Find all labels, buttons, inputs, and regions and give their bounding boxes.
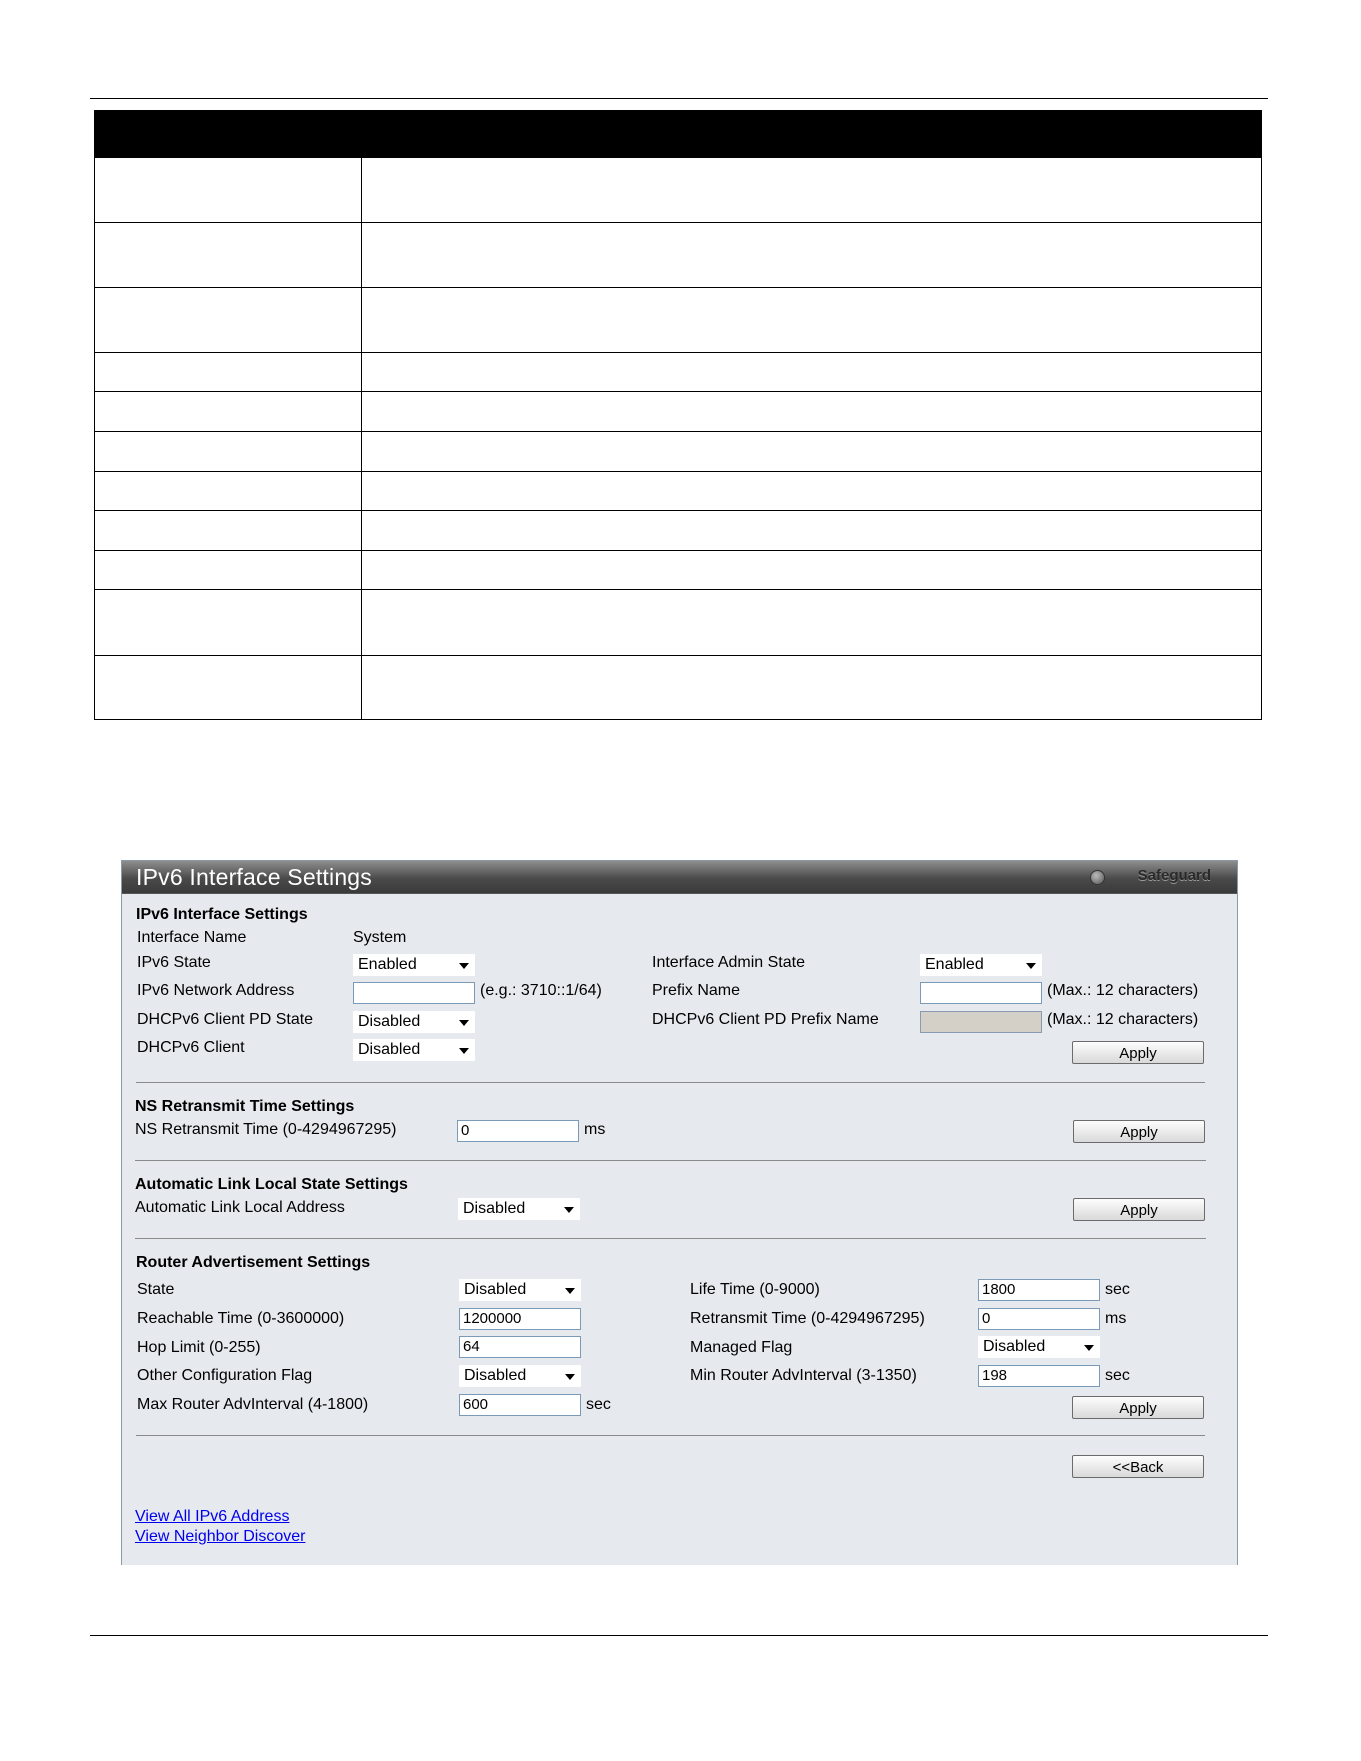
managed-flag-select[interactable] xyxy=(978,1336,1100,1358)
ipv6-state-label: IPv6 State xyxy=(137,954,211,971)
admin-state-label: Interface Admin State xyxy=(652,954,805,971)
header-rule xyxy=(90,98,1268,99)
max-adv-interval-unit: sec xyxy=(586,1396,611,1413)
prefix-name-input[interactable] xyxy=(920,982,1042,1004)
retransmit-time-input[interactable]: 0 xyxy=(978,1308,1100,1330)
section-divider xyxy=(136,1082,1205,1083)
back-button[interactable]: <<Back xyxy=(1072,1455,1204,1478)
life-time-label: Life Time (0-9000) xyxy=(690,1281,820,1298)
reachable-time-input[interactable]: 1200000 xyxy=(459,1308,581,1330)
prefix-name-hint: (Max.: 12 characters) xyxy=(1047,982,1199,999)
table-row xyxy=(95,223,1262,288)
panel-title: IPv6 Interface Settings xyxy=(136,864,373,890)
section-title-ns-retransmit: NS Retransmit Time Settings xyxy=(135,1098,355,1115)
ra-state-label: State xyxy=(137,1281,175,1298)
other-config-flag-value: Disabled xyxy=(464,1367,527,1384)
ns-retransmit-input[interactable]: 0 xyxy=(457,1120,579,1142)
table-row xyxy=(95,353,1262,392)
network-address-input[interactable] xyxy=(353,982,475,1004)
chevron-down-icon xyxy=(1084,1345,1094,1351)
apply-button-link-local[interactable]: Apply xyxy=(1073,1198,1205,1221)
hop-limit-label: Hop Limit (0-255) xyxy=(137,1339,261,1356)
managed-flag-value: Disabled xyxy=(983,1338,1046,1355)
table-row xyxy=(95,392,1262,432)
managed-flag-label: Managed Flag xyxy=(690,1339,793,1356)
life-time-unit: sec xyxy=(1105,1281,1130,1298)
section-divider xyxy=(135,1160,1206,1161)
section-divider xyxy=(135,1238,1206,1239)
table-row xyxy=(95,288,1262,353)
link-local-value: Disabled xyxy=(463,1200,526,1217)
table-row xyxy=(95,551,1262,590)
link-local-label: Automatic Link Local Address xyxy=(135,1199,345,1216)
ns-retransmit-unit: ms xyxy=(584,1121,606,1138)
dhcp-client-label: DHCPv6 Client xyxy=(137,1039,245,1056)
chevron-down-icon xyxy=(565,1288,575,1294)
ipv6-interface-settings-panel xyxy=(121,860,1238,1565)
pd-state-value: Disabled xyxy=(358,1013,421,1030)
min-adv-interval-unit: sec xyxy=(1105,1367,1130,1384)
hop-limit-input[interactable]: 64 xyxy=(459,1336,581,1358)
pd-prefix-name-label: DHCPv6 Client PD Prefix Name xyxy=(652,1011,879,1028)
chevron-down-icon xyxy=(459,963,469,969)
max-adv-interval-input[interactable]: 600 xyxy=(459,1394,581,1416)
section-title-router-adv: Router Advertisement Settings xyxy=(136,1254,371,1271)
other-config-flag-label: Other Configuration Flag xyxy=(137,1367,313,1384)
network-address-label: IPv6 Network Address xyxy=(137,982,295,999)
ra-state-select[interactable] xyxy=(459,1279,581,1301)
ipv6-state-value: Enabled xyxy=(358,956,417,973)
footer-rule xyxy=(90,1635,1268,1636)
table-row xyxy=(95,158,1262,223)
safeguard-label: Safeguard xyxy=(1137,867,1211,884)
table-header-row xyxy=(95,111,1262,158)
view-neighbor-discover-link[interactable]: View Neighbor Discover xyxy=(135,1528,306,1545)
other-config-flag-select[interactable] xyxy=(459,1365,581,1387)
interface-name-label: Interface Name xyxy=(137,929,247,946)
life-time-input[interactable]: 1800 xyxy=(978,1279,1100,1301)
apply-button-ns-retransmit[interactable]: Apply xyxy=(1073,1120,1205,1143)
ipv6-state-select[interactable] xyxy=(353,954,475,976)
apply-button-router-adv[interactable]: Apply xyxy=(1072,1396,1204,1419)
safeguard-indicator-icon xyxy=(1090,870,1105,885)
min-adv-interval-label: Min Router AdvInterval (3-1350) xyxy=(690,1367,917,1384)
retransmit-time-unit: ms xyxy=(1105,1310,1127,1327)
network-address-hint: (e.g.: 3710::1/64) xyxy=(480,982,602,999)
ns-retransmit-label: NS Retransmit Time (0-4294967295) xyxy=(135,1121,397,1138)
parameter-table xyxy=(94,110,1262,720)
link-local-select[interactable] xyxy=(458,1198,580,1220)
dhcp-client-value: Disabled xyxy=(358,1041,421,1058)
chevron-down-icon xyxy=(459,1020,469,1026)
pd-prefix-name-hint: (Max.: 12 characters) xyxy=(1047,1011,1199,1028)
admin-state-value: Enabled xyxy=(925,956,984,973)
pd-state-select[interactable] xyxy=(353,1011,475,1033)
apply-button-ipv6-interface[interactable]: Apply xyxy=(1072,1041,1204,1064)
table-row xyxy=(95,472,1262,511)
chevron-down-icon xyxy=(459,1048,469,1054)
min-adv-interval-input[interactable]: 198 xyxy=(978,1365,1100,1387)
max-adv-interval-label: Max Router AdvInterval (4-1800) xyxy=(137,1396,369,1413)
pd-prefix-name-input[interactable] xyxy=(920,1011,1042,1033)
chevron-down-icon xyxy=(565,1374,575,1380)
pd-state-label: DHCPv6 Client PD State xyxy=(137,1011,314,1028)
admin-state-select[interactable] xyxy=(920,954,1042,976)
view-all-ipv6-address-link[interactable]: View All IPv6 Address xyxy=(135,1508,290,1525)
interface-name-value: System xyxy=(353,929,407,946)
panel-title-bar xyxy=(122,861,1237,894)
chevron-down-icon xyxy=(1026,963,1036,969)
section-title-link-local: Automatic Link Local State Settings xyxy=(135,1176,408,1193)
retransmit-time-label: Retransmit Time (0-4294967295) xyxy=(690,1310,925,1327)
table-row xyxy=(95,511,1262,551)
prefix-name-label: Prefix Name xyxy=(652,982,741,999)
dhcp-client-select[interactable] xyxy=(353,1039,475,1061)
chevron-down-icon xyxy=(564,1207,574,1213)
table-row xyxy=(95,590,1262,656)
section-title-ipv6-interface: IPv6 Interface Settings xyxy=(136,906,308,923)
reachable-time-label: Reachable Time (0-3600000) xyxy=(137,1310,345,1327)
ra-state-value: Disabled xyxy=(464,1281,527,1298)
table-row xyxy=(95,432,1262,472)
section-divider xyxy=(136,1435,1205,1436)
table-row xyxy=(95,656,1262,720)
